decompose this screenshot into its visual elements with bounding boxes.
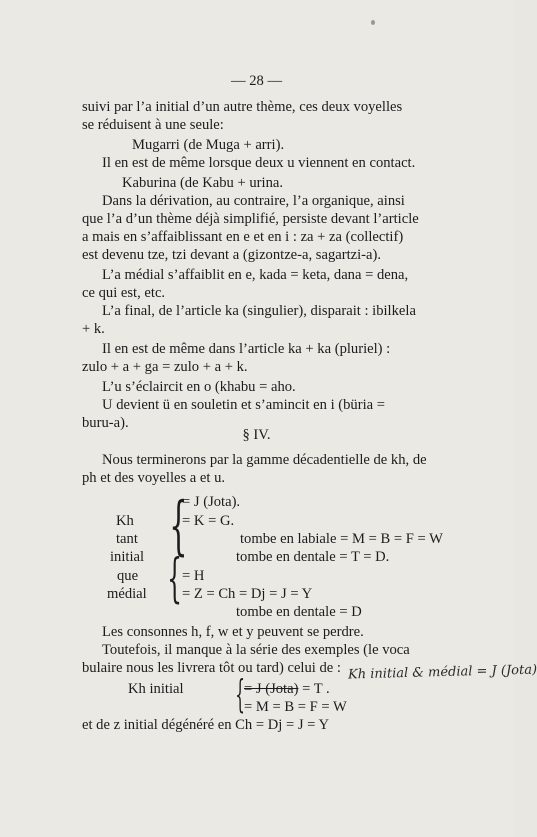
struck-text: = J (Jota) (244, 681, 299, 697)
table-row-6: = Z = Ch = Dj = J = Y (182, 586, 313, 602)
body-line: zulo + a + ga = zulo + a + k. (82, 359, 248, 375)
kh-initial-row-1 (244, 680, 330, 698)
table-label-initial: initial (110, 549, 145, 565)
table-row-1: = J (Jota). (182, 494, 241, 510)
body-line: a mais en s’affaiblissant en e et en i : za + za (collectif) (82, 229, 404, 245)
body-line: Il en est de même dans l’article ka + ka (pluriel) : (102, 341, 391, 357)
after-line-3: bulaire nous les livrera tôt ou tard) celui de : (82, 660, 341, 676)
page-number: — 28 — (230, 73, 283, 89)
body-line: + k. (82, 321, 105, 337)
section-heading: § IV. (242, 427, 271, 443)
table-label-que: que (117, 568, 139, 584)
table-label-medial: médial (107, 586, 147, 602)
body-line: que l’a d’un thème déjà simplifié, persiste devant l’article (82, 211, 419, 227)
handwritten-annotation: Kh initial & médial = J (Jota) (347, 662, 537, 683)
table-label-kh: Kh (116, 513, 134, 529)
table-row-2: = K = G. (182, 513, 235, 529)
table-label-tant: tant (116, 531, 138, 547)
final-line: et de z initial dégénéré en Ch = Dj = J = Y (82, 717, 330, 733)
kh-initial-label: Kh initial (128, 681, 184, 697)
kh-initial-row-2: = M = B = F = W (244, 699, 347, 715)
paper-speck (371, 20, 375, 25)
left-brace-bottom: { (167, 549, 182, 609)
left-brace-top: { (169, 489, 188, 563)
body-line: buru-a). (82, 415, 129, 431)
body-line: Il en est de même lorsque deux u viennent en contact. (102, 155, 416, 171)
body-line: L’a médial s’affaiblit en e, kada = keta, dana = dena, (102, 267, 409, 283)
body-line: suivi par l’a initial d’un autre thème, ces deux voyelles (82, 99, 403, 115)
body-line: ce qui est, etc. (82, 285, 166, 301)
body-line: Dans la dérivation, au contraire, l’a organique, ainsi (102, 193, 405, 209)
body-line: L’a final, de l’article ka (singulier), disparait : ibilkela (102, 303, 416, 319)
kh-row1-rest: = T . (302, 681, 330, 697)
body-line: Kaburina (de Kabu + urina. (122, 175, 284, 191)
body-line: se réduisent à une seule: (82, 117, 224, 133)
after-line-2: Toutefois, il manque à la série des exemples (le voca (102, 642, 410, 658)
body-line: est devenu tze, tzi devant a (gizontze-a, sagartzi-a). (82, 247, 382, 263)
after-line-1: Les consonnes h, f, w et y peuvent se perdre. (102, 624, 364, 640)
table-row-3: tombe en labiale = M = B = F = W (240, 531, 443, 547)
body-line: L’u s’éclaircit en o (khabu = aho. (102, 379, 296, 395)
intro-line-1: Nous terminerons par la gamme décadentielle de kh, de (102, 452, 427, 468)
table-row-5: = H (182, 568, 205, 584)
body-line: Mugarri (de Muga + arri). (132, 137, 285, 153)
intro-line-2: ph et des voyelles a et u. (82, 470, 226, 486)
table-row-4: tombe en dentale = T = D. (236, 549, 390, 565)
kh-initial-brace: { (235, 672, 245, 716)
table-row-7: tombe en dentale = D (236, 604, 362, 620)
body-line: U devient ü en souletin et s’amincit en i (büria = (102, 397, 386, 413)
